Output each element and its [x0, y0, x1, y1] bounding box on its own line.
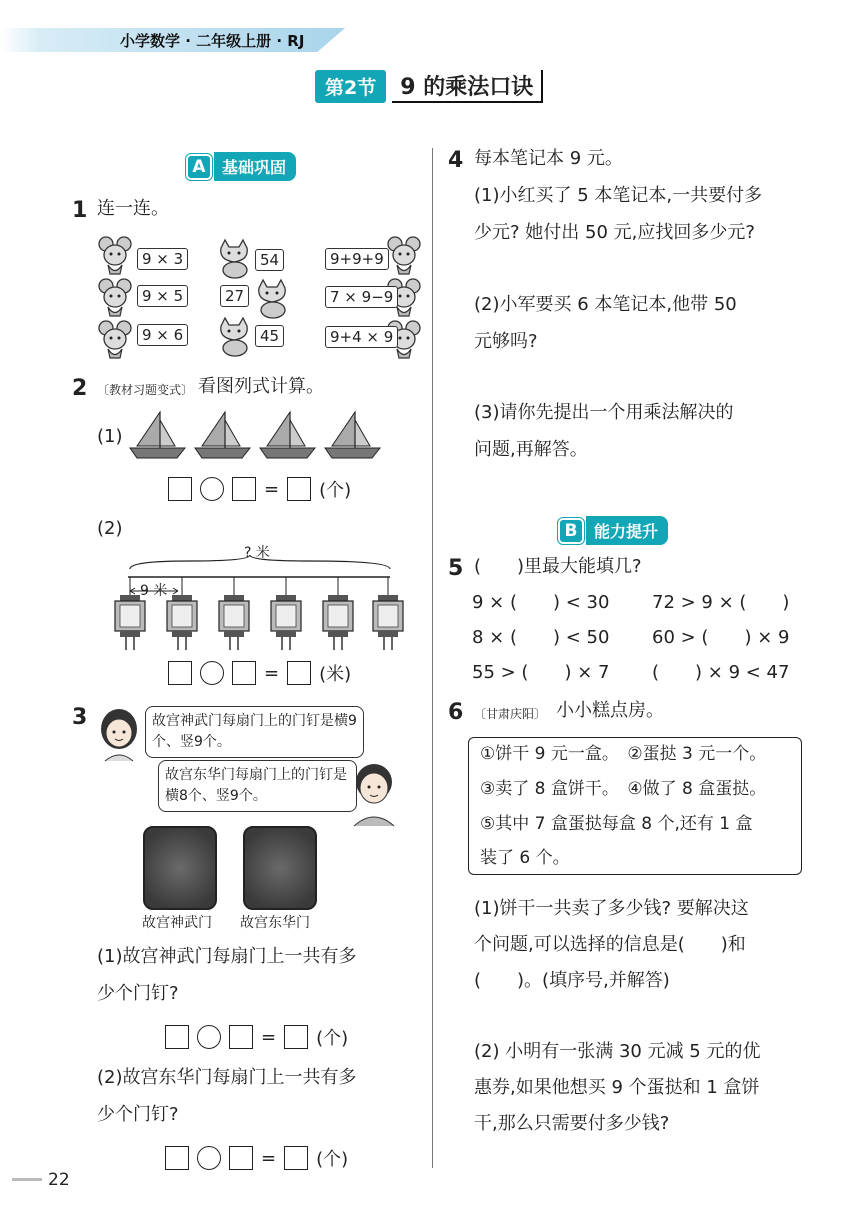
page-number: 22	[48, 1170, 70, 1190]
book-title: 小学数学 · 二年级上册 · RJ	[120, 32, 305, 50]
q2-lanterns	[100, 555, 420, 650]
q2-sailboats	[125, 410, 395, 460]
q5-row3-left: 55 > ( ) × 7	[472, 662, 610, 683]
q6-sub2-line1: (2) 小明有一张满 30 元减 5 元的优	[474, 1041, 761, 1062]
q1-expr-right-3: 9+4 × 9	[325, 326, 398, 348]
section-badge: 第2节	[315, 70, 386, 103]
q3-sub2-equation: = (个)	[165, 1145, 348, 1171]
section-name: 9 的乘法口诀	[392, 70, 543, 103]
q1-value-2: 27	[220, 285, 249, 307]
q3-sub1-line1: (1)故宫神武门每扇门上一共有多	[97, 946, 357, 967]
q2-number: 2	[72, 376, 88, 401]
part-b-tag	[558, 516, 668, 545]
q2-part2-span-label: 9 米	[140, 583, 168, 599]
part-a-name: 基础巩固	[214, 152, 296, 181]
answer-box[interactable]	[232, 661, 256, 685]
q6-sub2-line3: 干,那么只需要付多少钱?	[474, 1113, 670, 1134]
answer-box[interactable]	[284, 1025, 308, 1049]
q1-expr-left-3: 9 × 6	[137, 324, 188, 346]
footer-mark	[12, 1178, 42, 1181]
q3-sub1-equation: = (个)	[165, 1024, 348, 1050]
answer-box[interactable]	[284, 1146, 308, 1170]
operator-circle[interactable]	[197, 1025, 221, 1049]
q6-text: 小小糕点房。	[556, 700, 664, 721]
q2-source: 〔教材习题变式〕	[97, 383, 194, 397]
q6-sub2-line2: 惠券,如果他想买 9 个蛋挞和 1 盒饼	[474, 1077, 760, 1098]
q5-row1-left: 9 × ( ) < 30	[472, 592, 610, 613]
q6-sub1-line2: 个问题,可以选择的信息是( )和	[474, 934, 746, 955]
shenwu-gate-photo	[143, 826, 217, 910]
answer-box[interactable]	[229, 1025, 253, 1049]
q1-number: 1	[72, 198, 88, 223]
lantern-icon	[167, 577, 197, 650]
q6-info-line4: 装了 6 个。	[480, 848, 570, 868]
q1-text: 连一连。	[97, 198, 169, 219]
q5-number: 5	[448, 556, 464, 581]
q3-bubble-1: 故宫神武门每扇门上的门钉是横9个、竖9个。	[145, 706, 364, 758]
operator-circle[interactable]	[200, 661, 224, 685]
q6-sub1-line3: ( )。(填序号,并解答)	[474, 970, 670, 991]
donghua-gate-photo	[243, 826, 317, 910]
q1-expr-left-1: 9 × 3	[137, 248, 188, 270]
answer-box[interactable]	[287, 661, 311, 685]
q1-value-3: 45	[255, 325, 284, 347]
photo2-caption: 故宫东华门	[240, 915, 310, 931]
q2-part2-total-label: ? 米	[244, 545, 270, 561]
q4-sub3-line1: (3)请你先提出一个用乘法解决的	[474, 402, 734, 423]
girl-avatar	[95, 705, 143, 763]
part-a-tag	[186, 152, 296, 181]
q2-part2-unit: (米)	[319, 664, 352, 685]
mouse-icon	[388, 237, 420, 274]
q5-text: ( )里最大能填几?	[474, 556, 642, 577]
q4-sub1-line2: 少元? 她付出 50 元,应找回多少元?	[474, 222, 755, 243]
q4-text: 每本笔记本 9 元。	[474, 148, 623, 169]
q5-row3-right: ( ) × 9 < 47	[652, 662, 790, 683]
answer-box[interactable]	[229, 1146, 253, 1170]
boy-avatar	[348, 760, 400, 828]
q6-info-line3: ⑤其中 7 盒蛋挞每盒 8 个,还有 1 盒	[480, 814, 753, 834]
q3-bubble-2: 故宫东华门每扇门上的门钉是横8个、竖9个。	[158, 760, 357, 812]
sailboat-icon	[195, 412, 250, 458]
q6-source: 〔甘肃庆阳〕	[474, 707, 547, 721]
mouse-icon	[99, 321, 131, 358]
operator-circle[interactable]	[200, 477, 224, 501]
sailboat-icon	[260, 412, 315, 458]
answer-box[interactable]	[165, 1146, 189, 1170]
q6-info-line1: ①饼干 9 元一盒。 ②蛋挞 3 元一个。	[480, 744, 767, 764]
part-b-name: 能力提升	[586, 516, 668, 545]
q1-expr-left-2: 9 × 5	[137, 285, 188, 307]
q4-sub3-line2: 问题,再解答。	[474, 439, 588, 460]
operator-circle[interactable]	[197, 1146, 221, 1170]
q2-part1-unit: (个)	[319, 480, 352, 501]
q1-value-1: 54	[255, 249, 284, 271]
lantern-icon	[219, 577, 249, 650]
q1-expr-right-2: 7 × 9−9	[325, 286, 398, 308]
q2-part2-equation: = (米)	[168, 660, 351, 686]
q2-part1-label: (1)	[97, 426, 123, 447]
q6-sub1-line1: (1)饼干一共卖了多少钱? 要解决这	[474, 898, 749, 919]
q3-sub1-line2: 少个门钉?	[97, 983, 179, 1004]
q5-row2-left: 8 × ( ) < 50	[472, 627, 610, 648]
photo1-caption: 故宫神武门	[142, 915, 212, 931]
answer-box[interactable]	[232, 477, 256, 501]
answer-box[interactable]	[168, 477, 192, 501]
part-a-letter: A	[186, 154, 212, 180]
q2-part2-label: (2)	[97, 518, 123, 539]
q4-sub2-line1: (2)小军要买 6 本笔记本,他带 50	[474, 294, 737, 315]
lantern-icon	[271, 577, 301, 650]
q1-expr-right-1: 9+9+9	[325, 248, 389, 270]
section-title	[315, 70, 543, 102]
q3-sub2-unit: (个)	[316, 1149, 349, 1170]
q2-text: 看图列式计算。	[198, 376, 324, 397]
lantern-icon	[323, 577, 353, 650]
answer-box[interactable]	[168, 661, 192, 685]
cat-icon	[259, 280, 285, 318]
q3-sub2-line1: (2)故宫东华门每扇门上一共有多	[97, 1067, 357, 1088]
column-divider	[432, 148, 433, 1168]
answer-box[interactable]	[287, 477, 311, 501]
cat-icon	[221, 240, 247, 278]
q3-sub1-unit: (个)	[316, 1028, 349, 1049]
mouse-icon	[99, 237, 131, 274]
part-b-letter: B	[558, 518, 584, 544]
q4-sub2-line2: 元够吗?	[474, 331, 538, 352]
lantern-icon	[115, 577, 145, 650]
q5-row2-right: 60 > ( ) × 9	[652, 627, 790, 648]
q4-sub1-line1: (1)小红买了 5 本笔记本,一共要付多	[474, 185, 763, 206]
lantern-icon	[373, 577, 403, 650]
q6-number: 6	[448, 700, 464, 725]
mouse-icon	[99, 279, 131, 316]
sailboat-icon	[130, 412, 185, 458]
q3-sub2-line2: 少个门钉?	[97, 1104, 179, 1125]
q5-row1-right: 72 > 9 × ( )	[652, 592, 790, 613]
sailboat-icon	[325, 412, 380, 458]
answer-box[interactable]	[165, 1025, 189, 1049]
q4-number: 4	[448, 148, 464, 173]
q3-number: 3	[72, 705, 88, 730]
q6-info-line2: ③卖了 8 盒饼干。 ④做了 8 盒蛋挞。	[480, 779, 767, 799]
q2-part1-equation: = (个)	[168, 476, 351, 502]
cat-icon	[221, 318, 247, 356]
